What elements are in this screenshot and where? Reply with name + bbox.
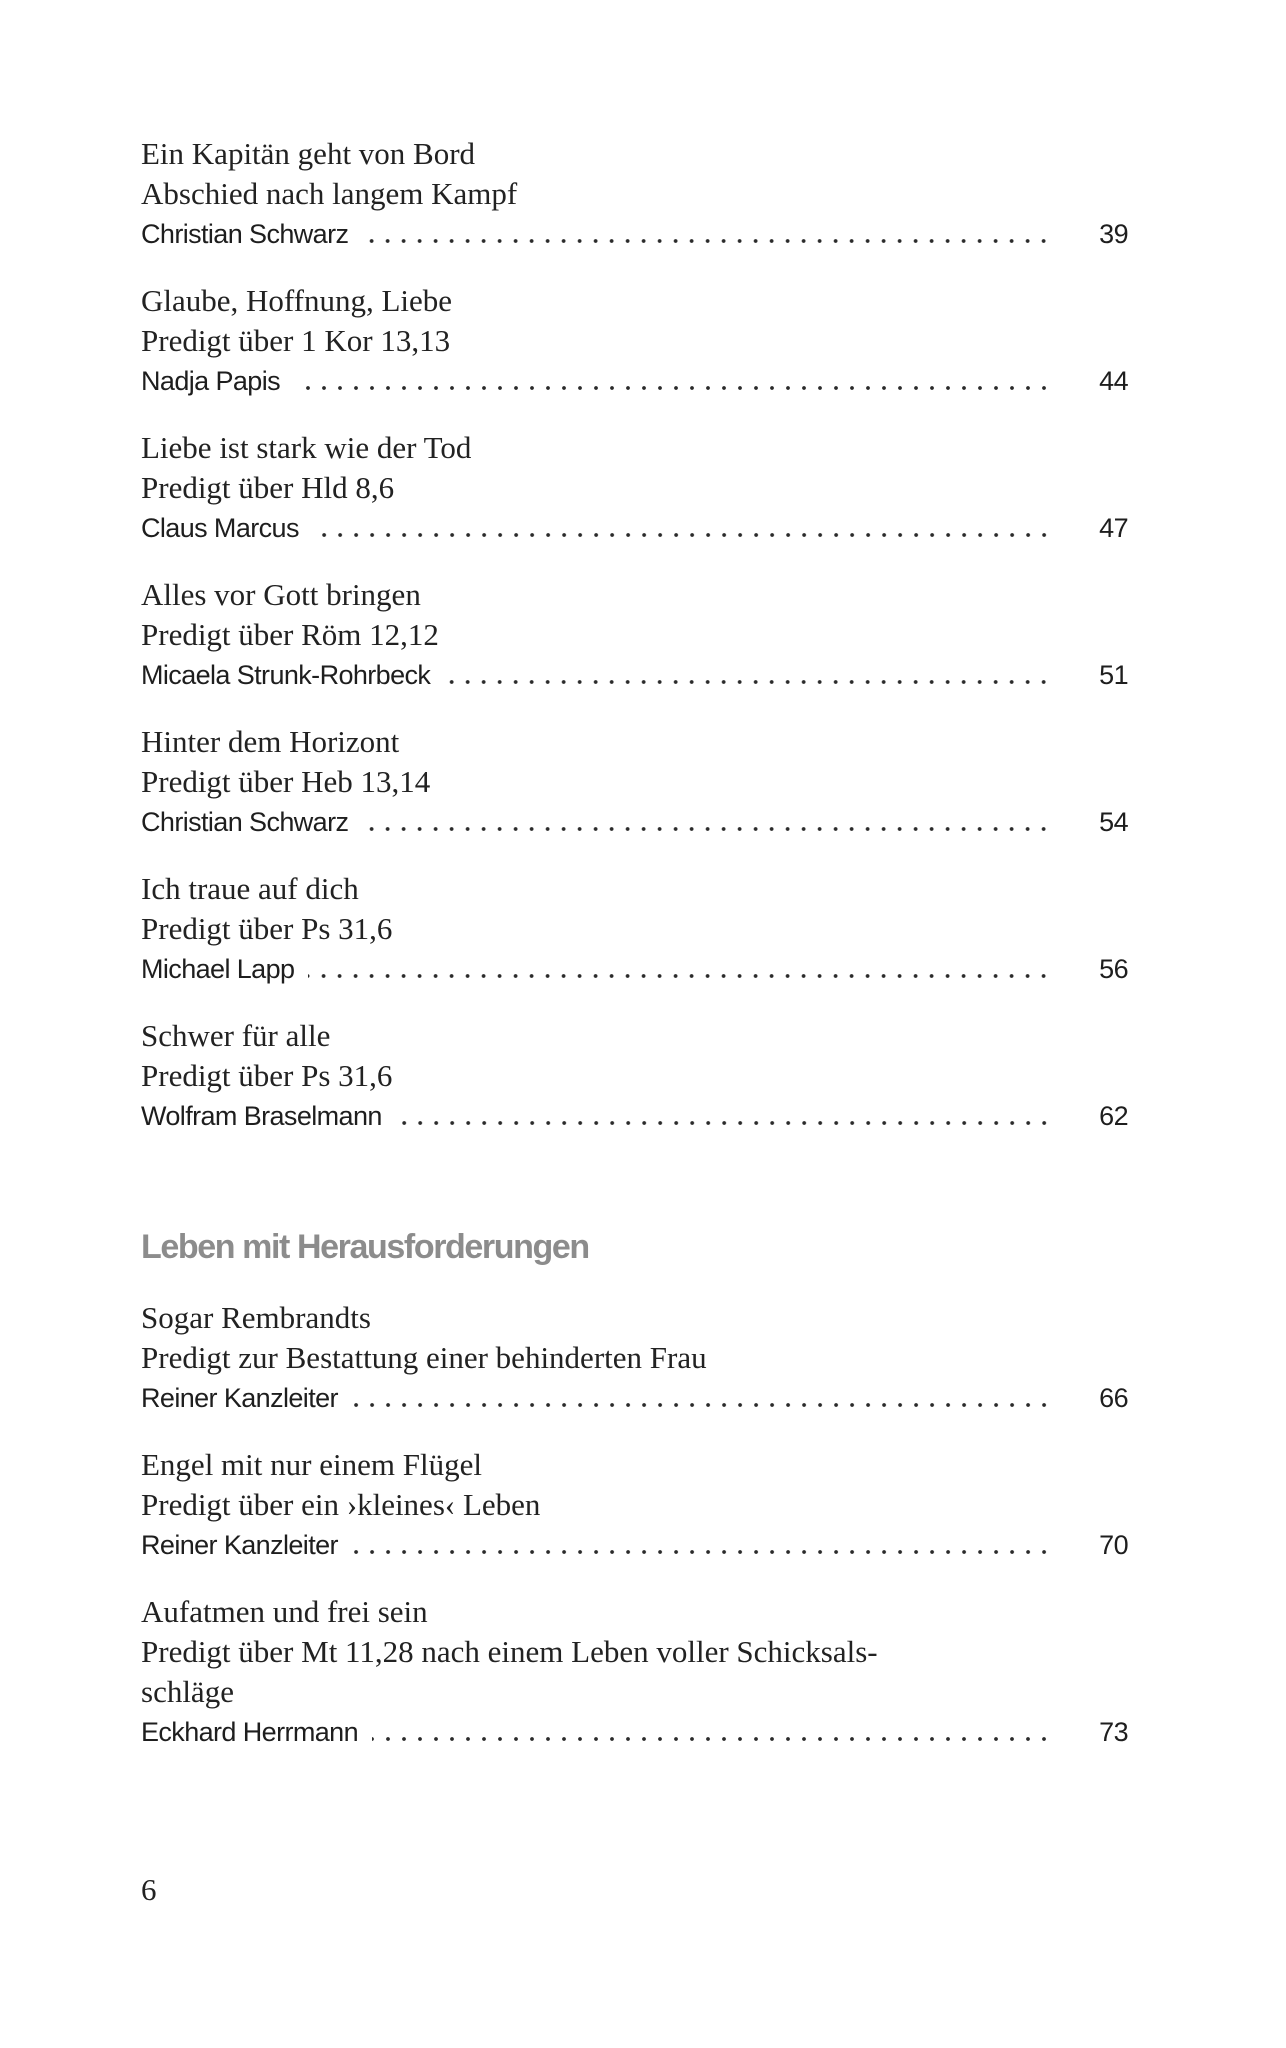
entry-subtitle: Predigt über ein ›kleines‹ Leben — [141, 1487, 541, 1522]
entry-title: Hinter dem Horizont — [141, 724, 400, 759]
toc-entry — [141, 1445, 1128, 1565]
entry-page-number: 73 — [1099, 1717, 1128, 1747]
toc-entry — [141, 1298, 1128, 1418]
dot-leader — [352, 1401, 1052, 1409]
entry-author: Wolfram Braselmann — [141, 1101, 382, 1131]
entry-title: Engel mit nur einem Flügel — [141, 1447, 482, 1482]
toc-entry — [141, 575, 1128, 695]
toc-entry — [141, 722, 1128, 842]
entry-author: Christian Schwarz — [141, 219, 349, 249]
entry-page-number: 51 — [1099, 660, 1128, 690]
toc-entry — [141, 869, 1128, 989]
entry-page-number: 66 — [1099, 1383, 1128, 1413]
page-number: 6 — [141, 1872, 157, 1907]
dot-leader — [313, 531, 1052, 539]
section-heading: Leben mit Herausforderungen — [141, 1228, 589, 1266]
dot-leader — [396, 1119, 1052, 1127]
entry-title: Aufatmen und frei sein — [141, 1594, 428, 1629]
toc-entry — [141, 281, 1128, 401]
entry-author-row — [141, 655, 1128, 695]
entry-title: Liebe ist stark wie der Tod — [141, 430, 472, 465]
entry-title: Ein Kapitän geht von Bord — [141, 136, 476, 171]
toc-list — [141, 134, 1128, 1136]
dot-leader — [372, 1735, 1052, 1743]
entry-subtitle: Predigt über Röm 12,12 — [141, 617, 439, 652]
entry-author: Nadja Papis — [141, 366, 280, 396]
entry-page-number: 62 — [1099, 1101, 1128, 1131]
entry-title: Ich traue auf dich — [141, 871, 359, 906]
toc-entry — [141, 428, 1128, 548]
entry-subtitle: Predigt über Mt 11,28 nach einem Leben voller Schicksals- — [141, 1634, 878, 1669]
entry-subtitle: Predigt über Hld 8,6 — [141, 470, 395, 505]
entry-page-number: 47 — [1099, 513, 1128, 543]
entry-author-row — [141, 949, 1128, 989]
entry-author-row — [141, 508, 1128, 548]
entry-author: Christian Schwarz — [141, 807, 349, 837]
dot-leader — [362, 825, 1052, 833]
entry-author: Michael Lapp — [141, 954, 295, 984]
entry-title: Sogar Rembrandts — [141, 1300, 371, 1335]
toc-entry — [141, 1592, 1128, 1752]
section-toc-list — [141, 1298, 1128, 1752]
entry-subtitle: Predigt über Ps 31,6 — [141, 911, 393, 946]
entry-author-row — [141, 214, 1128, 254]
dot-leader — [352, 1548, 1052, 1556]
entry-author-row — [141, 1525, 1128, 1565]
dot-leader — [308, 972, 1052, 980]
entry-author-row — [141, 1712, 1128, 1752]
dot-leader — [362, 237, 1052, 245]
entry-subtitle: Abschied nach langem Kampf — [141, 176, 518, 211]
dot-leader — [294, 384, 1052, 392]
entry-page-number: 39 — [1099, 219, 1128, 249]
entry-title: Schwer für alle — [141, 1018, 331, 1053]
entry-author: Reiner Kanzleiter — [141, 1530, 338, 1560]
entry-author: Reiner Kanzleiter — [141, 1383, 338, 1413]
entry-author: Eckhard Herrmann — [141, 1717, 358, 1747]
entry-author: Micaela Strunk-Rohrbeck — [141, 660, 431, 690]
toc-entry — [141, 134, 1128, 254]
dot-leader — [444, 678, 1052, 686]
entry-page-number: 70 — [1099, 1530, 1128, 1560]
entry-page-number: 54 — [1099, 807, 1128, 837]
entry-subtitle: Predigt über 1 Kor 13,13 — [141, 323, 451, 358]
entry-subtitle: Predigt über Ps 31,6 — [141, 1058, 393, 1093]
entry-page-number: 44 — [1099, 366, 1128, 396]
entry-author-row — [141, 802, 1128, 842]
entry-author-row — [141, 1378, 1128, 1418]
entry-subtitle-continuation: schläge — [141, 1674, 234, 1709]
entry-author-row — [141, 361, 1128, 401]
entry-subtitle: Predigt über Heb 13,14 — [141, 764, 431, 799]
entry-subtitle: Predigt zur Bestattung einer behinderten Frau — [141, 1340, 707, 1375]
entry-title: Alles vor Gott bringen — [141, 577, 421, 612]
entry-author-row — [141, 1096, 1128, 1136]
toc-entry — [141, 1016, 1128, 1136]
entry-author: Claus Marcus — [141, 513, 299, 543]
entry-page-number: 56 — [1099, 954, 1128, 984]
entry-title: Glaube, Hoffnung, Liebe — [141, 283, 453, 318]
